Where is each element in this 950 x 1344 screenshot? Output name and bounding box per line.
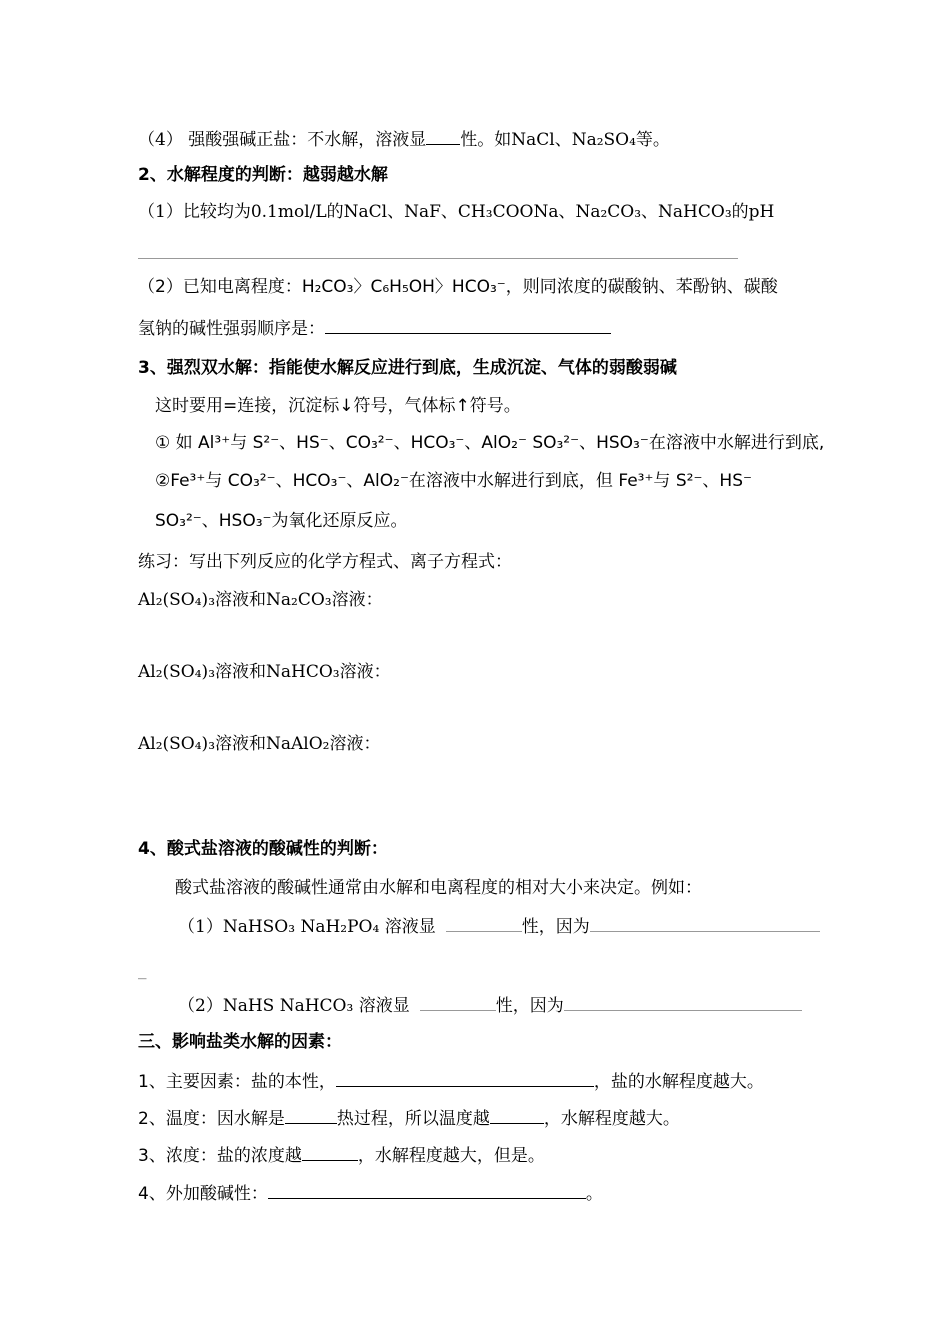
exercise-al2so43-na2co3: Al₂(SO₄)₃溶液和Na₂CO₃溶液： <box>138 590 383 610</box>
blank-q2-reason[interactable] <box>564 992 802 1011</box>
exercise-al2so43-nahco3: Al₂(SO₄)₃溶液和NaHCO₃溶液： <box>138 662 391 682</box>
factor-text: 4、外加酸碱性： <box>138 1184 268 1204</box>
acid-salt-intro: 酸式盐溶液的酸碱性通常由水解和电离程度的相对大小来决定。例如： <box>175 878 702 898</box>
factor-temperature <box>138 1105 680 1131</box>
question-text-mid: 性，因为 <box>521 917 590 937</box>
factor-nature <box>138 1068 764 1094</box>
question-ionization-order: （2）已知电离程度：H₂CO₃〉C₆H₅OH〉HCO₃⁻，则同浓度的碳酸钠、苯酚钠、碳酸 <box>138 277 778 297</box>
factor-concentration <box>138 1142 545 1168</box>
note-notation: 这时要用=连接，沉淀标↓符号，气体标↑符号。 <box>155 396 521 416</box>
item-al-ions: ① 如 Al³⁺与 S²⁻、HS⁻、CO₃²⁻、HCO₃⁻、AlO₂⁻ SO₃²⁻、HSO₃⁻在溶液中水解进行到底, <box>155 433 825 453</box>
factor-text-tail: ，盐的水解程度越大。 <box>593 1072 764 1092</box>
question-nahso3 <box>178 913 820 939</box>
question-text: 氢钠的碱性强弱顺序是： <box>138 319 325 339</box>
blank-acid-base[interactable] <box>268 1180 586 1199</box>
answer-line-ph[interactable] <box>138 258 738 259</box>
item-text-tail: 性。如NaCl、Na₂SO₄等。 <box>460 130 670 150</box>
blank-basicity-order[interactable] <box>325 315 611 334</box>
item-strong-acid-strong-base <box>138 126 670 152</box>
blank-concentration[interactable] <box>302 1142 358 1161</box>
section-title-double-hydrolysis: 3、强烈双水解：指能使水解反应进行到底，生成沉淀、气体的弱酸弱碱 <box>138 358 677 378</box>
factor-text-tail: 。 <box>585 1184 603 1204</box>
blank-q2-nature[interactable] <box>420 992 496 1011</box>
blank-temperature[interactable] <box>490 1105 544 1124</box>
factor-text-tail: ，水解程度越大，但是。 <box>357 1146 545 1166</box>
question-text-mid: 性，因为 <box>495 996 564 1016</box>
factor-text-tail: ，水解程度越大。 <box>543 1109 680 1129</box>
blank-q1-nature[interactable] <box>446 913 522 932</box>
blank-heat[interactable] <box>285 1105 337 1124</box>
factor-acid-base <box>138 1180 603 1206</box>
question-text: （1）NaHSO₃ NaH₂PO₄ 溶液显 <box>178 917 436 937</box>
blank-q1-reason[interactable] <box>590 913 820 932</box>
question-basicity-order <box>138 315 611 341</box>
section-title-acid-salt: 4、酸式盐溶液的酸碱性的判断： <box>138 839 388 859</box>
factor-text: 2、温度：因水解是 <box>138 1109 285 1129</box>
item-fe-ions: ②Fe³⁺与 CO₃²⁻、HCO₃⁻、AlO₂⁻在溶液中水解进行到底，但 Fe³⁺与 S²⁻、HS⁻ <box>155 471 752 491</box>
factor-text: 3、浓度：盐的浓度越 <box>138 1146 302 1166</box>
blank-nature[interactable] <box>426 126 460 145</box>
question-text: （2）NaHS NaHCO₃ 溶液显 <box>178 996 410 1016</box>
item-redox: SO₃²⁻、HSO₃⁻为氧化还原反应。 <box>155 511 408 531</box>
question-compare-ph: （1）比较均为0.1mol/L的NaCl、NaF、CH₃COONa、Na₂CO₃、NaHCO₃的pH <box>138 202 775 222</box>
practice-instruction: 练习：写出下列反应的化学方程式、离子方程式： <box>138 552 512 572</box>
section-title-factors: 三、影响盐类水解的因素： <box>138 1032 342 1052</box>
exercise-al2so43-naalo2: Al₂(SO₄)₃溶液和NaAlO₂溶液： <box>138 734 381 754</box>
section-title-hydrolysis-degree: 2、水解程度的判断：越弱越水解 <box>138 165 388 185</box>
stray-underscore: _ <box>138 960 147 980</box>
question-nahs <box>178 992 802 1018</box>
factor-text-mid: 热过程，所以温度越 <box>336 1109 490 1129</box>
item-text: （4） 强酸强碱正盐：不水解，溶液显 <box>138 130 427 150</box>
blank-factor-nature[interactable] <box>336 1068 594 1087</box>
factor-text: 1、主要因素：盐的本性， <box>138 1072 336 1092</box>
